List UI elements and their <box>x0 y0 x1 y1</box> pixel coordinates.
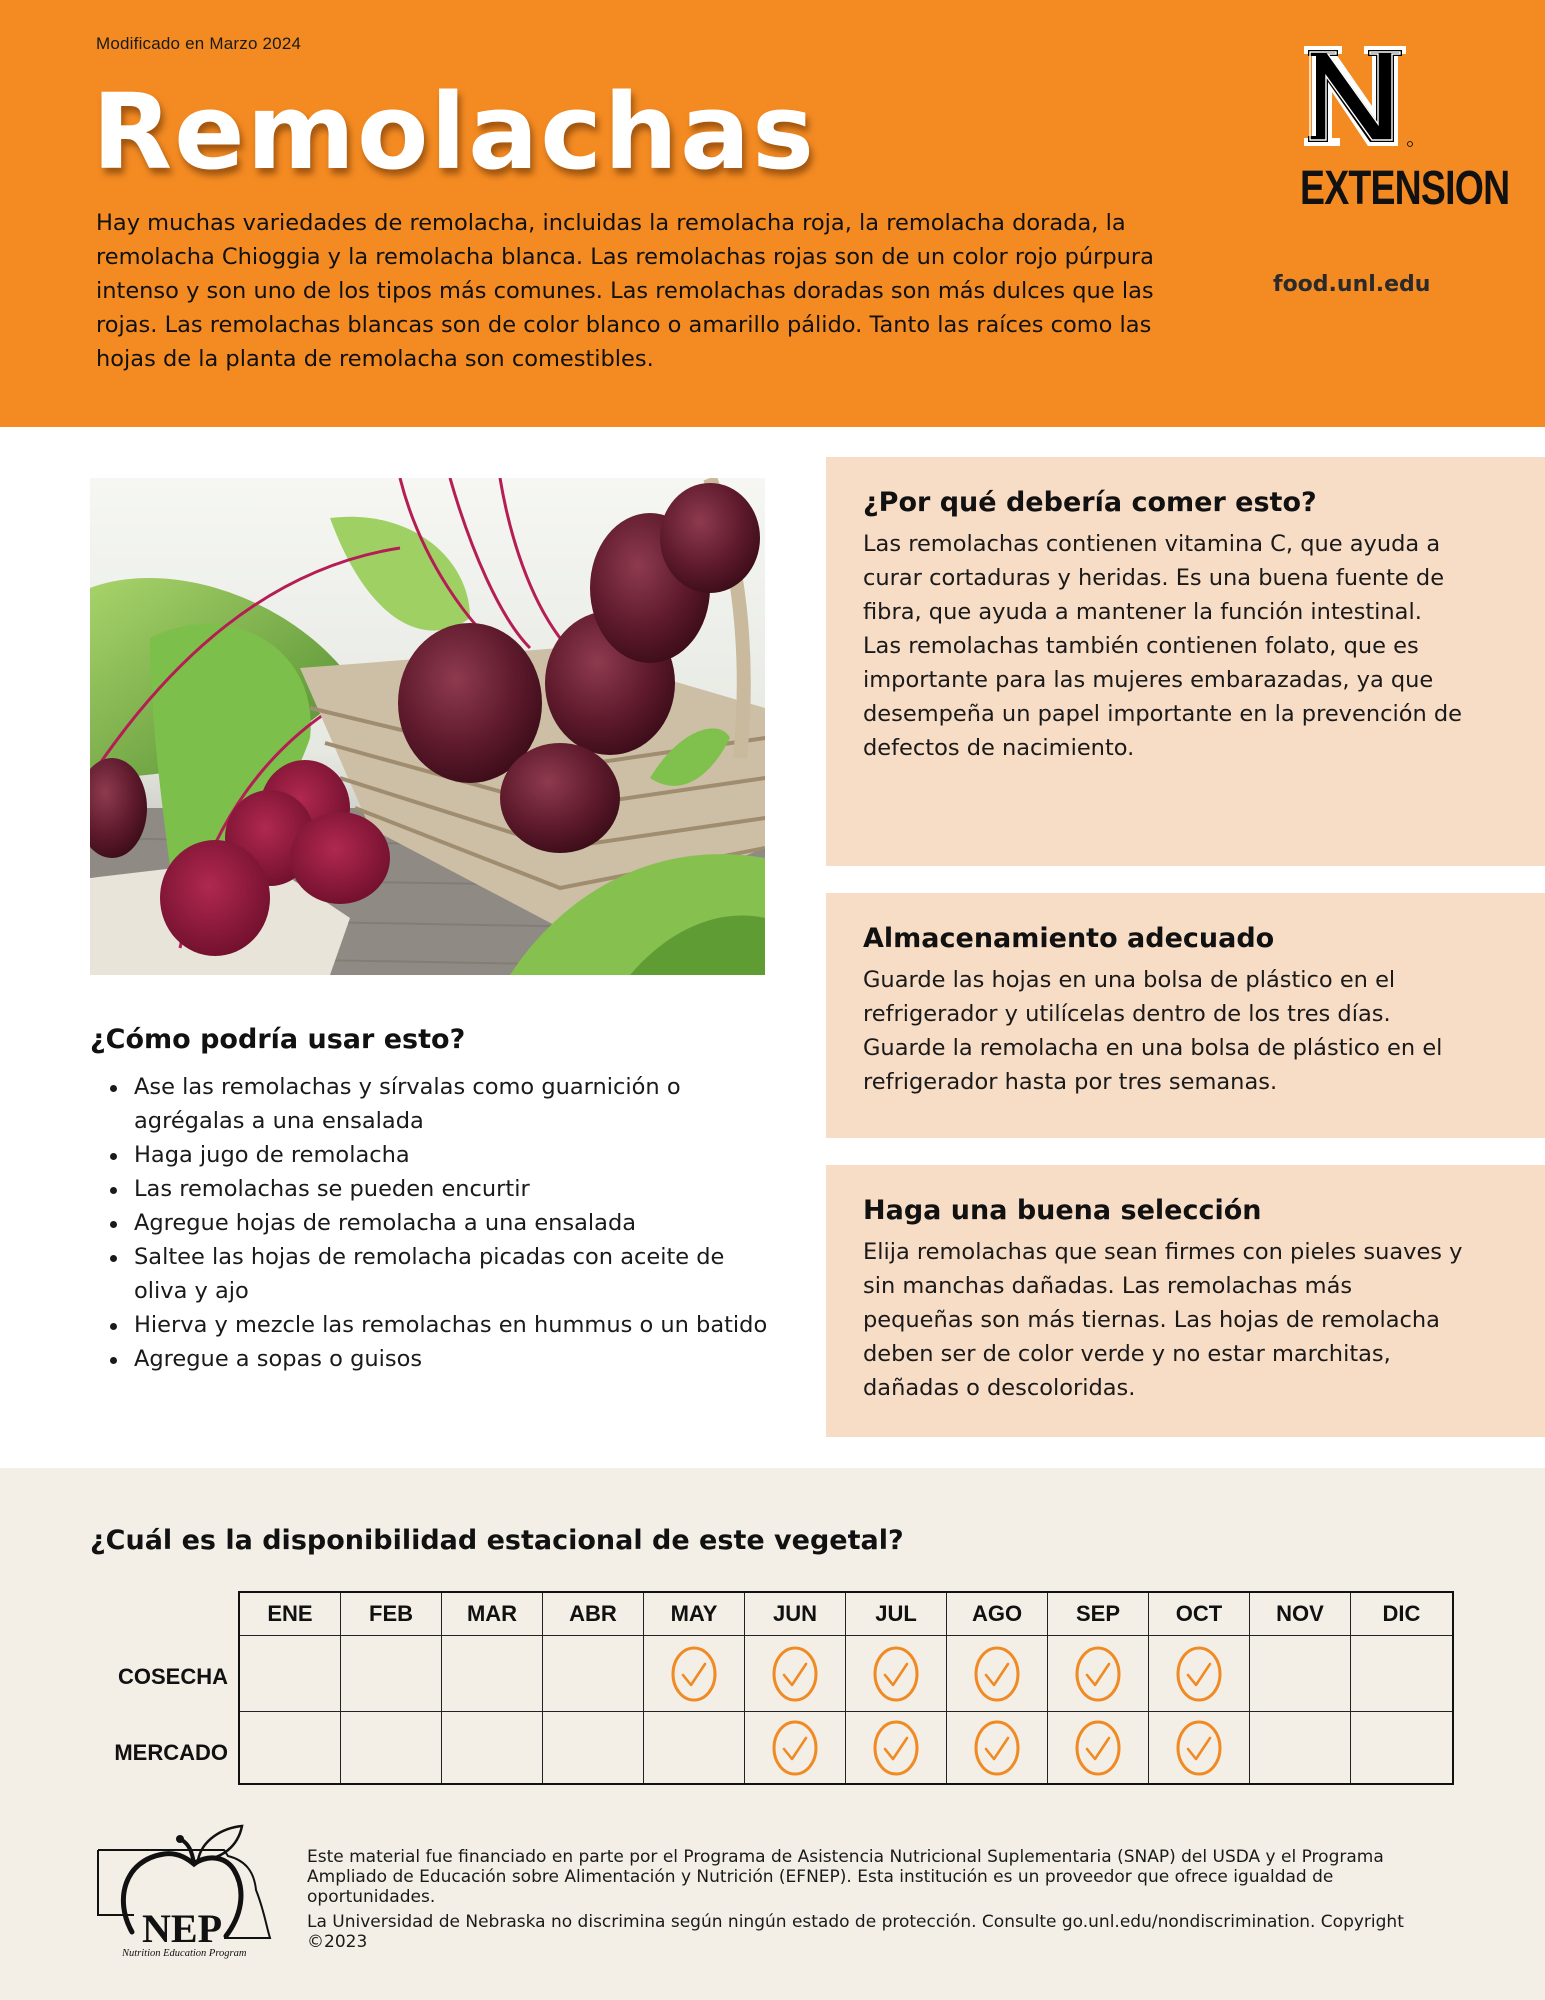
usage-item: Agregue a sopas o guisos <box>110 1342 770 1376</box>
storage-box <box>826 893 1545 1138</box>
row-label-market: MERCADO <box>114 1740 228 1765</box>
nondiscrimination-text: La Universidad de Nebraska no discrimina según ningún estado de protección. Consulte go.unl.edu/nondiscrimination. Copyright ©2023 <box>307 1912 1404 1952</box>
intro-paragraph: Hay muchas variedades de remolacha, incluidas la remolacha roja, la remolacha dorada, la remolacha Chioggia y la remolacha blanca. Las remolachas rojas son de un color rojo púrpura intenso y son uno de los tipos más comunes. Las remolachas doradas son más dulces que las rojas. Las remolachas blancas son de color blanco o amarillo pálido. Tanto las raíces como las hojas de la planta de remolacha son comestibles. <box>96 210 1154 372</box>
availability-cell <box>341 1636 442 1712</box>
availability-cell <box>1149 1712 1250 1783</box>
availability-cell <box>543 1712 644 1783</box>
selection-box <box>826 1165 1545 1437</box>
availability-cell <box>846 1712 947 1783</box>
beets-photo <box>90 478 765 975</box>
availability-cell <box>442 1712 543 1783</box>
why-eat-text: Las remolachas contienen vitamina C, que ayuda a curar cortaduras y heridas. Es una buena fuente de fibra, que ayuda a mantener la función intestinal. Las remolachas también contienen folato, que es importante para las mujeres embarazadas, ya que desempeña un papel importante en la prevención de defectos de nacimiento. <box>863 531 1463 761</box>
availability-cell <box>1250 1712 1351 1783</box>
check-circle-icon <box>967 1644 1027 1704</box>
svg-text:Nutrition Education Program: Nutrition Education Program <box>122 1948 247 1959</box>
usage-heading: ¿Cómo podría usar esto? <box>90 1024 466 1055</box>
why-eat-heading: ¿Por qué debería comer esto? <box>863 487 1317 518</box>
availability-cell <box>341 1712 442 1783</box>
seasonal-availability-table <box>238 1591 1454 1785</box>
month-header: MAY <box>644 1593 745 1636</box>
modified-date: Modificado en Marzo 2024 <box>96 34 302 53</box>
beets-basket-image <box>90 478 765 975</box>
availability-cell <box>1250 1636 1351 1712</box>
check-circle-icon <box>1169 1644 1229 1704</box>
availability-cell <box>1351 1712 1452 1783</box>
availability-cell <box>846 1636 947 1712</box>
availability-cell <box>1048 1636 1149 1712</box>
availability-cell <box>947 1636 1048 1712</box>
usage-list <box>110 1070 770 1376</box>
selection-heading: Haga una buena selección <box>863 1195 1262 1226</box>
funding-disclaimer <box>307 1847 1417 1952</box>
check-circle-icon <box>1068 1718 1128 1778</box>
availability-cell <box>745 1636 846 1712</box>
why-eat-box <box>826 457 1545 866</box>
availability-cell <box>1351 1636 1452 1712</box>
storage-heading: Almacenamiento adecuado <box>863 923 1275 954</box>
month-header: ABR <box>543 1593 644 1636</box>
check-circle-icon <box>967 1718 1027 1778</box>
availability-cell <box>1149 1636 1250 1712</box>
check-circle-icon <box>765 1718 825 1778</box>
availability-cell <box>745 1712 846 1783</box>
availability-cell <box>947 1712 1048 1783</box>
availability-cell <box>644 1636 745 1712</box>
check-circle-icon <box>1169 1718 1229 1778</box>
month-header: NOV <box>1250 1593 1351 1636</box>
nep-apple-nebraska-icon <box>94 1820 284 1960</box>
check-circle-icon <box>866 1644 926 1704</box>
month-header: FEB <box>341 1593 442 1636</box>
svg-text:NEP: NEP <box>142 1906 222 1951</box>
usage-item: Hierva y mezcle las remolachas en hummus o un batido <box>110 1308 770 1342</box>
availability-cell <box>543 1636 644 1712</box>
month-header: SEP <box>1048 1593 1149 1636</box>
availability-cell <box>240 1712 341 1783</box>
month-header: OCT <box>1149 1593 1250 1636</box>
selection-text: Elija remolachas que sean firmes con pieles suaves y sin manchas dañadas. Las remolachas más pequeñas son más tiernas. Las hojas de remolacha deben ser de color verde y no estar marchitas, dañadas o descoloridas. <box>863 1239 1463 1401</box>
usage-item: Agregue hojas de remolacha a una ensalada <box>110 1206 770 1240</box>
month-header: MAR <box>442 1593 543 1636</box>
availability-cell <box>240 1636 341 1712</box>
month-header: DIC <box>1351 1593 1452 1636</box>
website-link[interactable]: food.unl.edu <box>1273 272 1431 297</box>
header-banner <box>0 0 1545 427</box>
month-header: AGO <box>947 1593 1048 1636</box>
check-circle-icon <box>866 1718 926 1778</box>
availability-cell <box>644 1712 745 1783</box>
seasonal-heading: ¿Cuál es la disponibilidad estacional de este vegetal? <box>90 1525 904 1556</box>
funding-text: Este material fue financiado en parte por el Programa de Asistencia Nutricional Suplementaria (SNAP) del USDA y el Programa Ampliado de Educación sobre Alimentación y Nutrición (EFNEP). Esta institución es un proveedor que ofrece igualdad de oportunidades. <box>307 1847 1384 1907</box>
availability-cell <box>1048 1712 1149 1783</box>
row-label-harvest: COSECHA <box>117 1664 228 1689</box>
check-circle-icon <box>664 1644 724 1704</box>
usage-item: Saltee las hojas de remolacha picadas con aceite de oliva y ajo <box>110 1240 770 1308</box>
usage-item: Ase las remolachas y sírvalas como guarnición o agrégalas a una ensalada <box>110 1070 770 1138</box>
availability-cell <box>442 1636 543 1712</box>
nebraska-n-icon <box>1302 44 1414 148</box>
month-header: JUL <box>846 1593 947 1636</box>
usage-item: Haga jugo de remolacha <box>110 1138 770 1172</box>
nebraska-extension-logo <box>1300 44 1510 224</box>
check-circle-icon <box>1068 1644 1128 1704</box>
storage-text: Guarde las hojas en una bolsa de plástico en el refrigerador y utilícelas dentro de los tres días. Guarde la remolacha en una bolsa de plástico en el refrigerador hasta por tres semanas. <box>863 967 1443 1095</box>
page-title: Remolachas <box>92 71 817 193</box>
check-circle-icon <box>765 1644 825 1704</box>
usage-item: Las remolachas se pueden encurtir <box>110 1172 770 1206</box>
month-header: JUN <box>745 1593 846 1636</box>
nep-logo <box>94 1820 284 1960</box>
extension-wordmark: EXTENSION <box>1300 162 1510 215</box>
month-header: ENE <box>240 1593 341 1636</box>
